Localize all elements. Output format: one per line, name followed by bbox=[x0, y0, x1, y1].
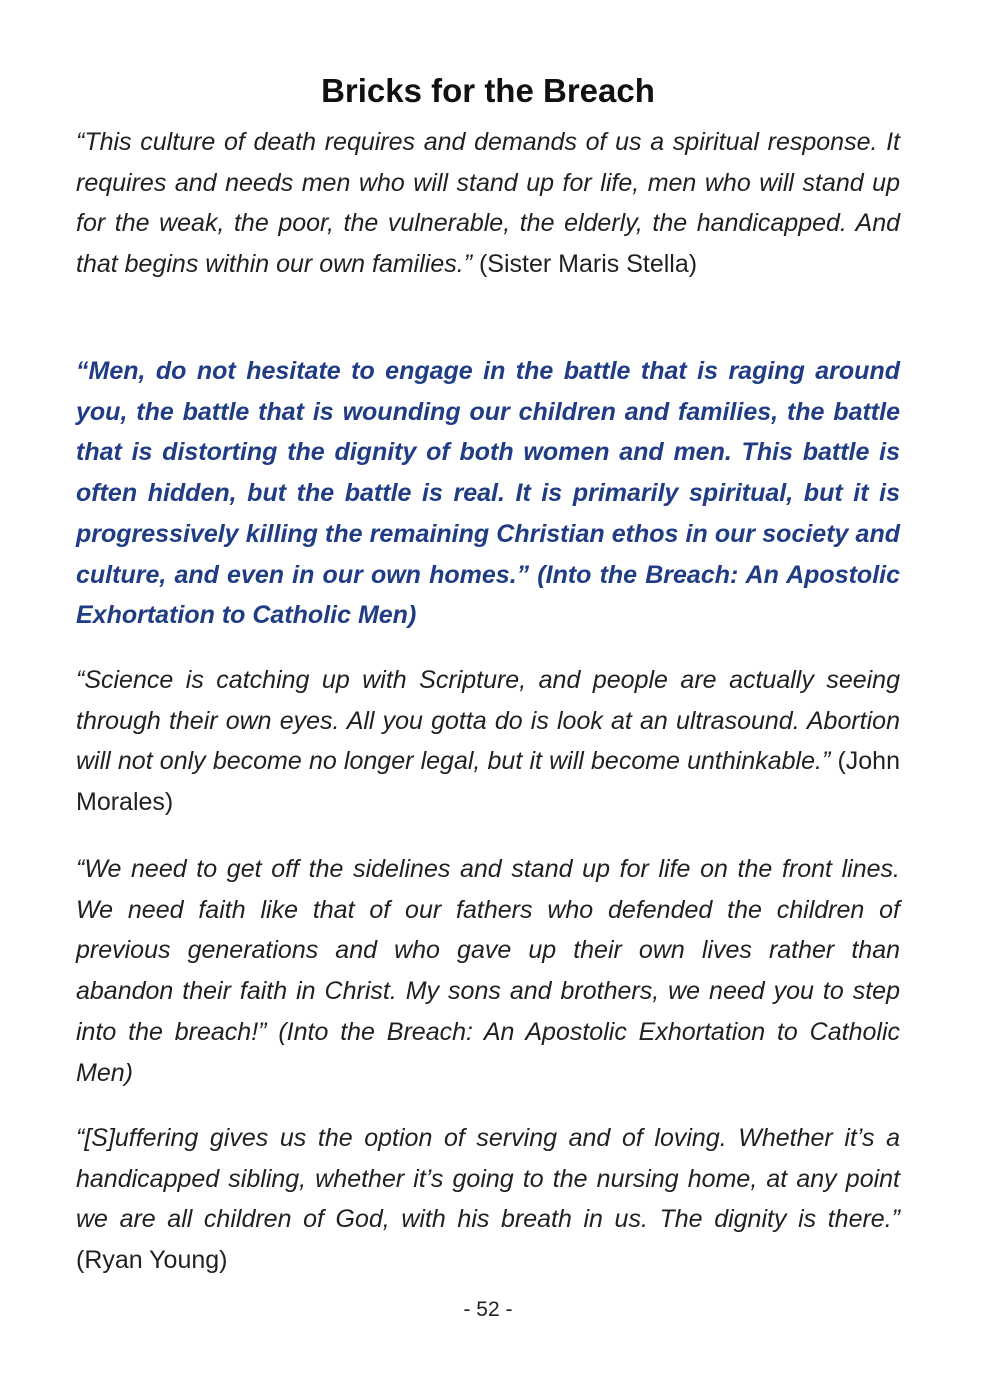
quote-paragraph bbox=[76, 1118, 900, 1281]
quote-paragraph bbox=[76, 849, 900, 1093]
quote-text: “We need to get off the sidelines and stand up for life on the front lines. We need faith like that of our fathers who defended the children of previous generations and who gave up their own lives rather than abandon their faith in Christ. My sons and brothers, we need you to step into the breach!” (Into the Breach: An Apostolic Exhortation to Catholic Men) bbox=[76, 855, 900, 1087]
quote-attribution: (Sister Maris Stella) bbox=[478, 250, 698, 279]
quote-paragraph bbox=[76, 660, 900, 823]
quote-attribution: (John Morales) bbox=[76, 747, 900, 817]
quote-paragraph bbox=[76, 122, 900, 285]
highlighted-quote-paragraph bbox=[76, 351, 900, 636]
quote-attribution: (Ryan Young) bbox=[76, 1246, 228, 1275]
page-title: Bricks for the Breach bbox=[321, 72, 655, 109]
quote-text: “Science is catching up with Scripture, and people are actually seeing through their own eyes. All you gotta do is look at an ultrasound. Abortion will not only become no longer legal, but it will become unthinkable.” bbox=[76, 666, 900, 776]
quote-text: “This culture of death requires and demands of us a spiritual response. It requires and needs men who will stand up for life, men who will stand up for the weak, the poor, the vulnerable, the elderly, the handicapped. And that begins within our own families.” bbox=[76, 128, 900, 279]
quote-text: “Men, do not hesitate to engage in the battle that is raging around you, the battle that is wounding our children and families, the battle that is distorting the dignity of both women and men. This battle is often hidden, but the battle is real. It is primarily spiritual, but it is progressively killing the remaining Christian ethos in our society and culture, and even in our own homes.” bbox=[76, 357, 900, 589]
quote-attribution: (Into the Breach: An Apostolic Exhortation to Catholic Men) bbox=[76, 560, 900, 630]
book-page bbox=[76, 0, 900, 1400]
quote-text: “[S]uffering gives us the option of serving and of loving. Whether it’s a handicapped sibling, whether it’s going to the nursing home, at any point we are all children of God, with his breath in us. The dignity is there.” bbox=[76, 1124, 900, 1234]
page-number: - 52 - bbox=[463, 1298, 513, 1321]
